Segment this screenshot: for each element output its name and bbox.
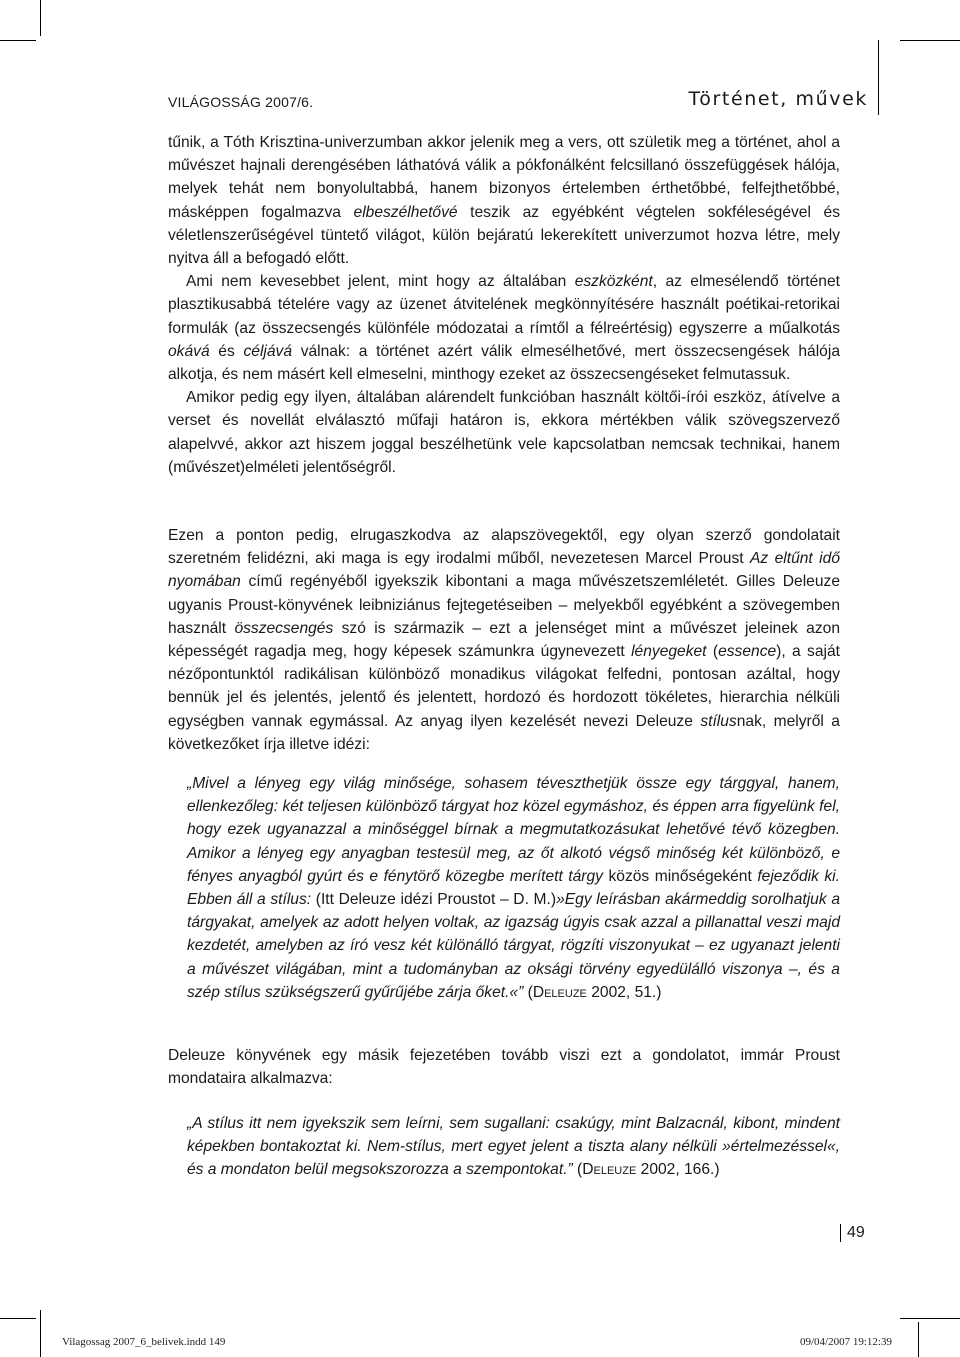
paragraph: tűnik, a Tóth Krisztina-univerzumban akkor jelenik meg a vers, ott születik meg a történet, ahol a művészet hajnali derengésében láthatóvá válik a pókfonálként felcsillanó összefüggések hálója, melyek tehát nem bonyolultabbá, hanem bizonyos értelemben érthetőbbé, felfejthetőbbé, másképpen fogalmazva elbeszélhetővé teszik az egyébként végtelen sokféleségével és véletlenszerűségével tüntető világot, külön bejáratú lekerekített univerzumot hozva létre, mely nyitva áll a befogadó előtt.	[168, 134, 840, 268]
block-quote-1	[187, 772, 840, 1004]
running-head-section: Történet, művek	[688, 88, 868, 110]
body-block-3	[168, 1044, 840, 1090]
slug-filename: Vilagossag 2007_6_belivek.indd 149	[62, 1336, 226, 1348]
page-number: 49	[840, 1224, 865, 1242]
crop-mark	[0, 40, 36, 41]
crop-mark	[40, 0, 41, 36]
crop-mark	[900, 1318, 960, 1319]
paragraph: Deleuze könyvének egy másik fejezetében tovább viszi ezt a gondolatot, immár Proust mondataira alkalmazva:	[168, 1047, 840, 1088]
crop-mark	[900, 40, 960, 41]
paragraph: Ami nem kevesebbet jelent, mint hogy az általában eszközként, az elmesélendő történet plasztikusabbá tételére vagy az üzenet átvitelének megkönnyítésére használt poétikai-retorikai formulák (az összecsengés különféle módozatai a rímtől a félreértésig) egyszerre a műalkotás okává és céljává válnak: a történet azért válik elmesélhetővé, mert összecsengések hálója alkotja, és nem másért kell elmeselni, minthogy ezeket az összecsengéseket felmutassuk.	[168, 273, 840, 384]
body-block-1	[168, 131, 840, 479]
slug-timestamp: 09/04/2007 19:12:39	[800, 1336, 892, 1348]
quote-text: „Mivel a lényeg egy világ minősége, sohasem téveszthetjük össze egy tárggyal, hanem, ellenkezőleg: két teljesen különböző tárgyat hoz közel egymáshoz, és éppen arra figyelünk fel, hogy ezek ugyanazzal a minőséggel bírnak a megmutatkozásukat lehetővé tévő közegben. Amikor a lényeg egy anyagban testesül meg, az őt alkotó végső minőség két különböző, e fényes anyagból gyúrt és e fénytörő közegbe merített tárgy közös minőségeként fejeződik ki. Ebben áll a stílus: (Itt Deleuze idézi Proustot – D. M.)»Egy leírásban akármeddig sorolhatjuk a tárgyakat, amelyek az adott helyen voltak, az igazság úgyis csak azzal a pillanattal veszi majd kezdetét, amelyben az író vesz két különálló tárgyat, rögzíti viszonyukat – ez ugyanazt jelenti a művészet világában, mint a tudományban az oksági törvény egyedülálló viszonya –, és a szép stílus szükségszerű gyűrűjébe zárja őket.«” (Deleuze 2002, 51.)	[187, 775, 840, 1001]
crop-mark	[40, 1310, 41, 1357]
crop-mark	[0, 1318, 36, 1319]
body-block-2	[168, 524, 840, 756]
block-quote-2	[187, 1112, 840, 1182]
paragraph: Amikor pedig egy ilyen, általában alárendelt funkcióban használt költői-írói eszköz, átívelve a verset és novellát elválasztó műfaji határon is, ekkora mértékben válik szövegszervező alapelvvé, akkor azt hiszem joggal beszélhetünk vele kapcsolatban nemcsak technikai, hanem (művészet)elméleti jelentőségről.	[168, 389, 840, 476]
paragraph: Ezen a ponton pedig, elrugaszkodva az alapszövegektől, egy olyan szerző gondolatait szeretném felidézni, aki maga is egy irodalmi műből, nevezetesen Marcel Proust Az eltűnt idő nyomában című regényéből igyekszik kibontani a maga művészetszemléletét. Gilles Deleuze ugyanis Proust-könyvének leibniziánus fejtegetéseiben – melyekből egyébként a szövegemben használt összecsengés szó is származik – ezt a jelenséget mint a művészet jeleinek azon képességét ragadja meg, hogy képesek számunkra úgynevezett lényegeket (essence), a saját nézőpontunktól radikálisan különböző monadikus világokat felfedni, pontosan azáltal, hogy bennük jel és jelentés, jelentő és jelentett, hordozó és hordozott tökéletes, hierarchia nélküli egységben vannak egymással. Az anyag ilyen kezelését nevezi Deleuze stílusnak, melyről a következőket írja illetve idézi:	[168, 527, 840, 753]
running-head-journal: VILÁGOSSÁG 2007/6.	[168, 94, 314, 110]
crop-mark	[918, 1322, 919, 1357]
quote-text: „A stílus itt nem igyekszik sem leírni, sem sugallani: csakúgy, mint Balzacnál, kibont, mindent képekben bontakoztat ki. Nem-stílus, mert egyet jelent a tiszta alany nélküli »értelmezéssel«, és a mondaton belül megsokszorozza a szempontokat.” (Deleuze 2002, 166.)	[187, 1115, 840, 1179]
crop-mark	[878, 40, 879, 115]
